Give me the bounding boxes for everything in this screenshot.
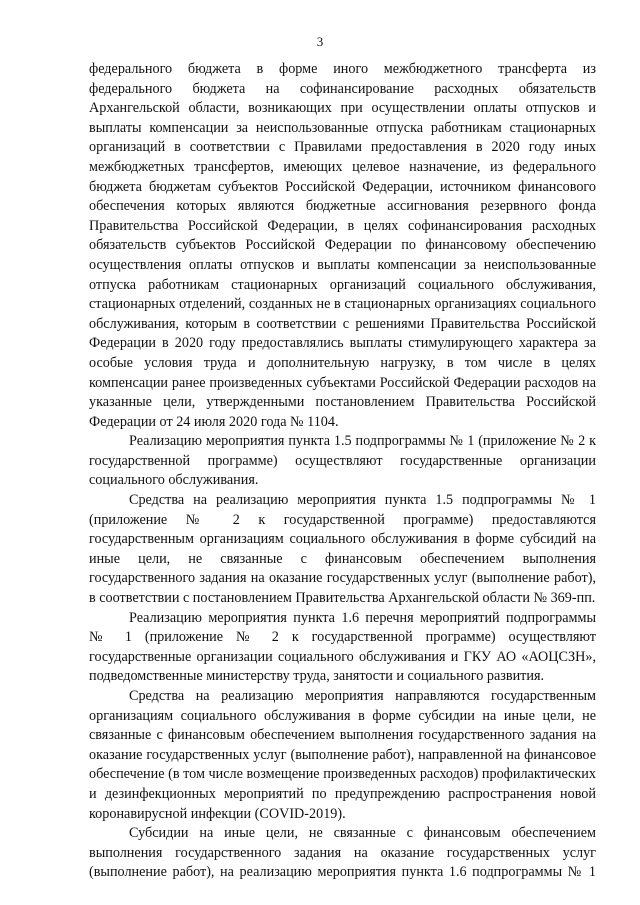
- paragraph-item-1-5-funding: Средства на реализацию мероприятия пункта 1.5 подпрограммы № 1 (приложение № 2 к государственной программе) предоставляются государственным организациям социального обслуживания в форме субсидий на иные цели, не связанные с финансовым обеспечением выполнения государственного задания на оказание государственных услуг (выполнение работ), в соответствии с постановлением Правительства Архангельской области № 369-пп.: [89, 492, 596, 607]
- paragraph-item-1-6-funding: Средства на реализацию мероприятия направляются государственным организациям социального обслуживания в форме субсидии на иные цели, не связанные с финансовым обеспечением выполнения государственного задания на оказание государственных услуг (выполнение работ), направленной на финансовое обеспечение (в том числе возмещение произведенных расходов) профилактических и дезинфекционных мероприятий по предупреждению распространения новой коронавирусной инфекции (COVID-2019).: [89, 688, 596, 822]
- paragraph-item-1-5-implementers: Реализацию мероприятия пункта 1.5 подпрограммы № 1 (приложение № 2 к государственной программе) осуществляют государственные организации социального обслуживания.: [89, 433, 596, 489]
- paragraph-continuation: федерального бюджета в форме иного межбюджетного трансферта из федерального бюджета на софинансирование расходных обязательств Архангельской области, возникающих при осуществлении оплаты отпусков и выплаты компенсации за неиспользованные отпуска работникам стационарных организаций в соответствии с Правилами предоставления в 2020 году иных межбюджетных трансфертов, имеющих целевое назначение, из федерального бюджета бюджетам субъектов Российской Федерации, источником финансового обеспечения которых являются бюджетные ассигнования резервного фонда Правительства Российской Федерации, в целях софинансирования расходных обязательств субъектов Российской Федерации по финансовому обеспечению осуществления оплаты отпусков и выплаты компенсации за неиспользованные отпуска работникам стационарных организаций социального обслуживания, стационарных отделений, созданных не в стационарных организациях социального обслуживания, которым в соответствии с решениями Правительства Российской Федерации в 2020 году предоставлялись выплаты стимулирующего характера за особые условия труда и дополнительную нагрузку, в том числе в целях компенсации ранее произведенных субъектами Российской Федерации расходов на указанные цели, утвержденными постановлением Правительства Российской Федерации от 24 июля 2020 года № 1104.: [89, 61, 596, 430]
- paragraph-subsidies: Субсидии на иные цели, не связанные с финансовым обеспечением выполнения государственного задания на оказание государственных услуг (выполнение работ), на реализацию мероприятия пункта 1.6 подпрограммы № 1: [89, 825, 596, 881]
- paragraph-item-1-6-implementers: Реализацию мероприятия пункта 1.6 перечня мероприятий подпрограммы № 1 (приложение № 2 к государственной программе) осуществляют государственные организации социального обслуживания и ГКУ АО «АОЦСЗН», подведомственные министерству труда, занятости и социального развития.: [89, 609, 596, 685]
- page-number: 3: [316, 34, 324, 49]
- document-body: [89, 60, 596, 883]
